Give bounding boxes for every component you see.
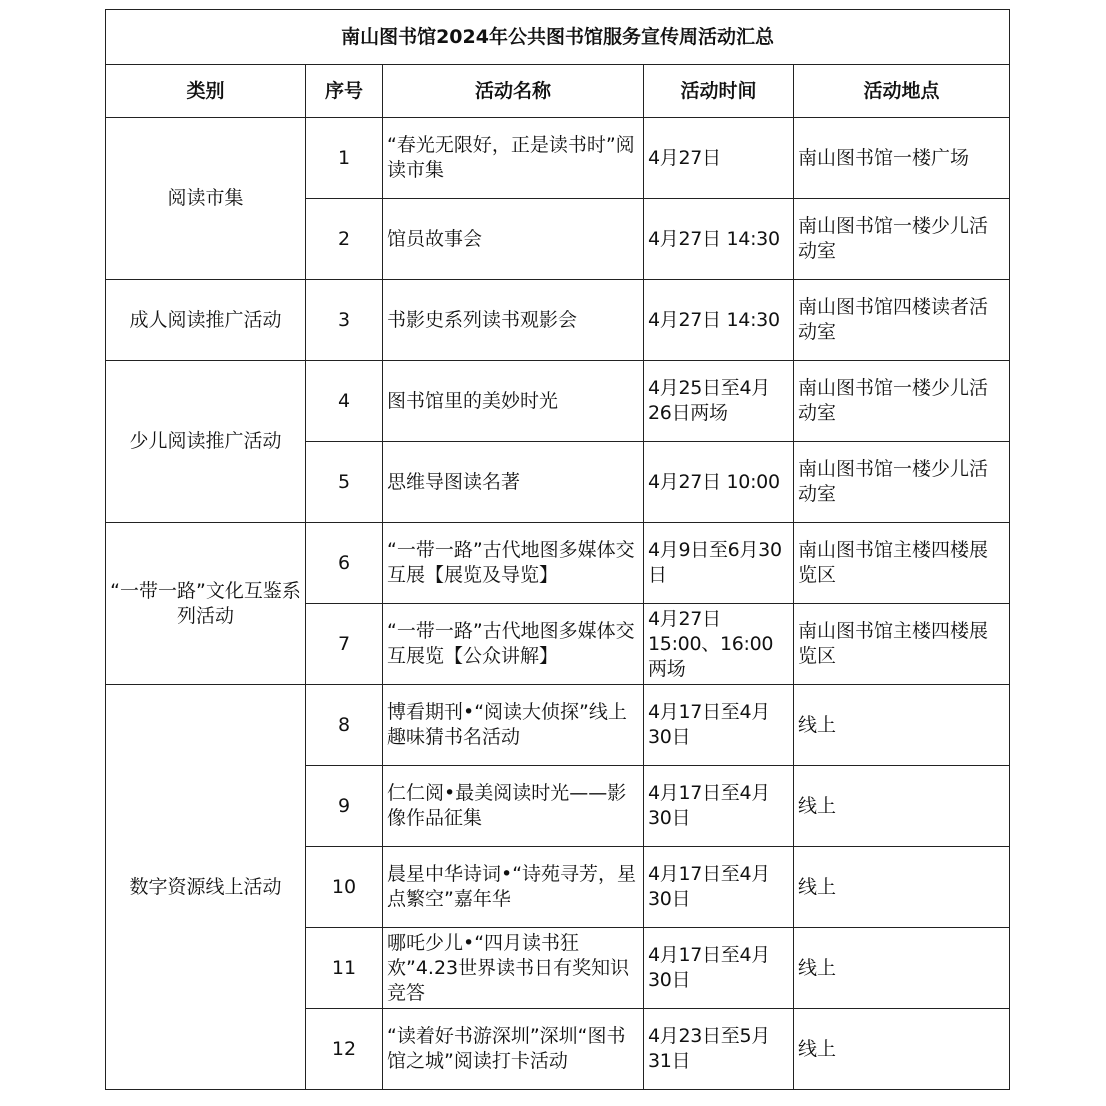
header-category: 类别	[106, 65, 306, 118]
number-cell: 12	[306, 1009, 383, 1090]
activity-place-cell: 南山图书馆主楼四楼展览区	[794, 523, 1010, 604]
number-cell: 11	[306, 928, 383, 1009]
number-cell: 2	[306, 199, 383, 280]
activity-name-cell: “读着好书游深圳”深圳“图书馆之城”阅读打卡活动	[383, 1009, 644, 1090]
number-cell: 10	[306, 847, 383, 928]
activity-name-cell: 馆员故事会	[383, 199, 644, 280]
table-row	[106, 361, 1010, 442]
activity-time-cell: 4月17日至4月30日	[644, 685, 794, 766]
number-cell: 4	[306, 361, 383, 442]
number-cell: 1	[306, 118, 383, 199]
table-row	[106, 280, 1010, 361]
activity-name-cell: “一带一路”古代地图多媒体交互展【展览及导览】	[383, 523, 644, 604]
header-activity-time: 活动时间	[644, 65, 794, 118]
activity-time-cell: 4月27日 15:00、16:00两场	[644, 604, 794, 685]
number-cell: 5	[306, 442, 383, 523]
activity-place-cell: 线上	[794, 766, 1010, 847]
activity-time-cell: 4月17日至4月30日	[644, 766, 794, 847]
activity-name-cell: “一带一路”古代地图多媒体交互展览【公众讲解】	[383, 604, 644, 685]
category-cell: “一带一路”文化互鉴系列活动	[106, 523, 306, 685]
activity-name-cell: 书影史系列读书观影会	[383, 280, 644, 361]
activity-time-cell: 4月27日 10:00	[644, 442, 794, 523]
number-cell: 6	[306, 523, 383, 604]
activity-time-cell: 4月17日至4月30日	[644, 928, 794, 1009]
activity-place-cell: 南山图书馆一楼少儿活动室	[794, 199, 1010, 280]
activity-place-cell: 南山图书馆主楼四楼展览区	[794, 604, 1010, 685]
number-cell: 7	[306, 604, 383, 685]
activity-name-cell: 晨星中华诗词•“诗苑寻芳，星点繁空”嘉年华	[383, 847, 644, 928]
activity-place-cell: 南山图书馆一楼少儿活动室	[794, 361, 1010, 442]
activity-time-cell: 4月9日至6月30日	[644, 523, 794, 604]
activity-place-cell: 线上	[794, 928, 1010, 1009]
header-activity-place: 活动地点	[794, 65, 1010, 118]
activity-place-cell: 南山图书馆一楼少儿活动室	[794, 442, 1010, 523]
header-number: 序号	[306, 65, 383, 118]
category-cell: 数字资源线上活动	[106, 685, 306, 1090]
category-cell: 少儿阅读推广活动	[106, 361, 306, 523]
activity-table	[105, 9, 1010, 1090]
category-cell: 成人阅读推广活动	[106, 280, 306, 361]
activity-name-cell: 思维导图读名著	[383, 442, 644, 523]
activity-time-cell: 4月27日 14:30	[644, 199, 794, 280]
activity-name-cell: 仁仁阅•最美阅读时光——影像作品征集	[383, 766, 644, 847]
number-cell: 3	[306, 280, 383, 361]
activity-time-cell: 4月27日	[644, 118, 794, 199]
activity-time-cell: 4月23日至5月31日	[644, 1009, 794, 1090]
number-cell: 8	[306, 685, 383, 766]
category-cell: 阅读市集	[106, 118, 306, 280]
activity-time-cell: 4月17日至4月30日	[644, 847, 794, 928]
activity-name-cell: 博看期刊•“阅读大侦探”线上趣味猜书名活动	[383, 685, 644, 766]
activity-name-cell: “春光无限好，正是读书时”阅读市集	[383, 118, 644, 199]
activity-time-cell: 4月25日至4月26日两场	[644, 361, 794, 442]
table-title: 南山图书馆2024年公共图书馆服务宣传周活动汇总	[106, 10, 1010, 65]
activity-time-cell: 4月27日 14:30	[644, 280, 794, 361]
title-row	[106, 10, 1010, 65]
header-row	[106, 65, 1010, 118]
header-activity-name: 活动名称	[383, 65, 644, 118]
table-row	[106, 685, 1010, 766]
table-row	[106, 523, 1010, 604]
activity-place-cell: 南山图书馆四楼读者活动室	[794, 280, 1010, 361]
activity-name-cell: 哪吒少儿•“四月读书狂欢”4.23世界读书日有奖知识竞答	[383, 928, 644, 1009]
activity-name-cell: 图书馆里的美妙时光	[383, 361, 644, 442]
table-row	[106, 118, 1010, 199]
activity-place-cell: 线上	[794, 1009, 1010, 1090]
activity-place-cell: 线上	[794, 847, 1010, 928]
number-cell: 9	[306, 766, 383, 847]
activity-place-cell: 线上	[794, 685, 1010, 766]
activity-place-cell: 南山图书馆一楼广场	[794, 118, 1010, 199]
